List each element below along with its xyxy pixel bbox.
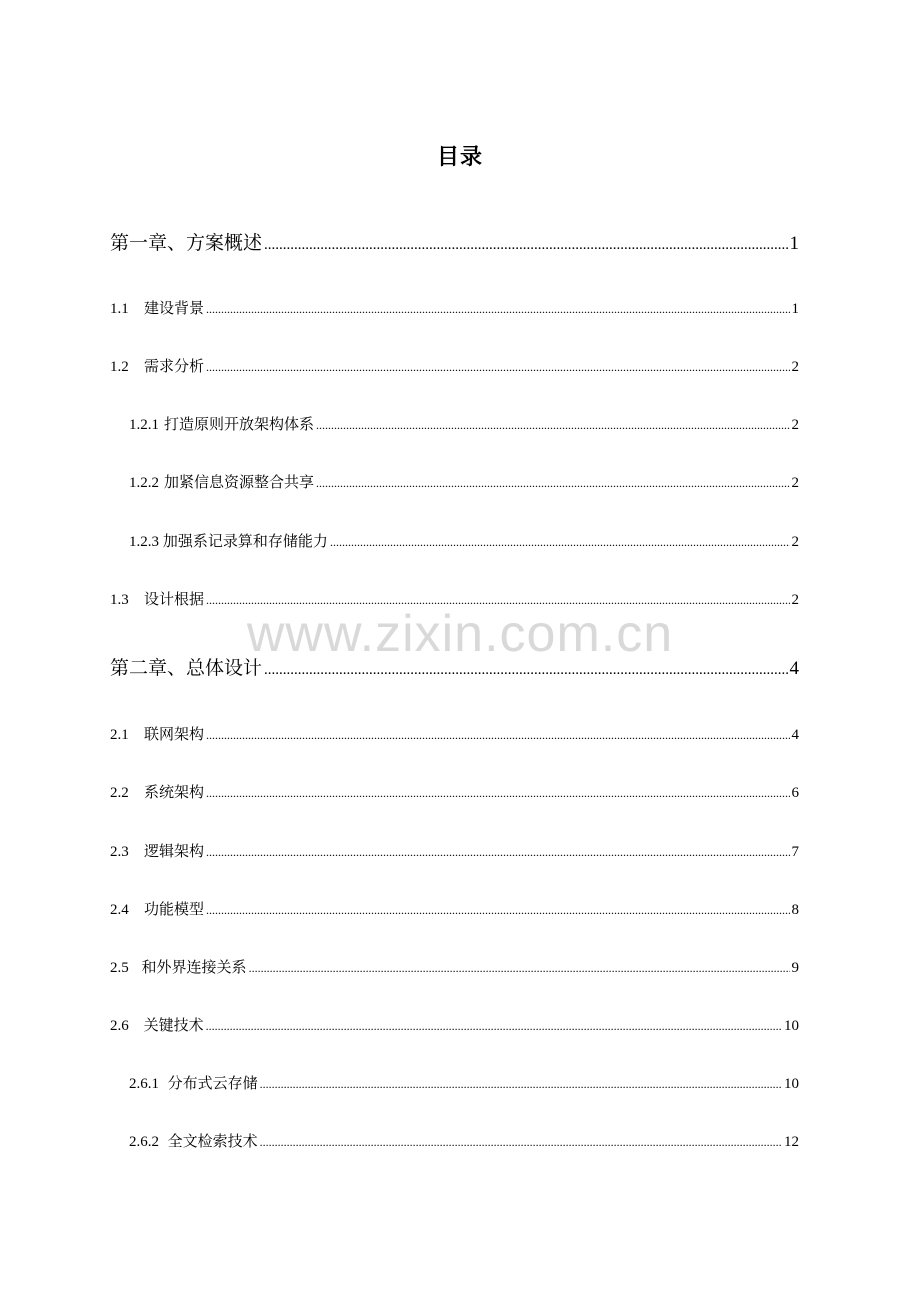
- toc-entry-page: 1: [791, 301, 799, 317]
- dot-leader: [206, 1011, 782, 1041]
- toc-entry-2-1[interactable]: [110, 719, 799, 749]
- dot-leader: [330, 527, 790, 557]
- toc-entry-number: 2.6.2: [129, 1134, 159, 1150]
- toc-entry-number: 2.6: [110, 1018, 129, 1034]
- toc-entry-title: 和外界连接关系: [141, 958, 247, 976]
- toc-entry-title: 功能模型: [144, 900, 205, 918]
- toc-entry-page: 2: [791, 592, 799, 608]
- dot-leader: [260, 1069, 782, 1099]
- toc-entry-page: 9: [791, 960, 799, 976]
- watermark: www.zixin.com.cn: [246, 605, 674, 663]
- toc-entry-number: 1.2.2: [129, 475, 159, 491]
- toc-entry-title: 建设背景: [144, 299, 205, 317]
- toc-entry-number: 2.4: [110, 902, 129, 918]
- toc-entry-number: 1.2.1: [129, 417, 159, 433]
- toc-entry-page: 10: [784, 1018, 799, 1034]
- toc-entry-1-2-1[interactable]: [129, 409, 799, 439]
- dot-leader: [206, 895, 789, 925]
- toc-entry-title: 分布式云存储: [167, 1074, 258, 1092]
- toc-entry-title: 总体设计: [186, 657, 263, 679]
- toc-entry-title: 打造原则开放架构体系: [163, 415, 314, 433]
- toc-entry-title: 系统架构: [144, 783, 205, 801]
- dot-leader: [316, 468, 790, 498]
- toc-entry-number: 2.1: [110, 727, 129, 743]
- dot-leader: [316, 410, 790, 440]
- toc-entry-number: 2.3: [110, 844, 129, 860]
- toc-entry-number: 第一章、: [110, 232, 187, 254]
- toc-entry-2-2[interactable]: [110, 777, 799, 807]
- toc-entry-page: 2: [791, 534, 799, 550]
- toc-entry-2-4[interactable]: [110, 894, 799, 924]
- toc-entry-2-5[interactable]: [110, 952, 799, 982]
- toc-entry-number: 2.6.1: [129, 1076, 159, 1092]
- page-title: 目录: [436, 145, 483, 170]
- dot-leader: [264, 230, 787, 260]
- dot-leader: [206, 294, 789, 324]
- toc-entry-number: 1.1: [110, 301, 129, 317]
- toc-entry-title: 需求分析: [144, 357, 205, 375]
- toc-entry-chapter-2[interactable]: [110, 653, 799, 683]
- dot-leader: [206, 585, 789, 615]
- toc-entry-page: 2: [791, 475, 799, 491]
- toc-entry-2-6-1[interactable]: [129, 1068, 799, 1098]
- dot-leader: [249, 953, 790, 983]
- toc-entry-number: 第二章、: [110, 657, 187, 679]
- toc-entry-2-6[interactable]: [110, 1010, 799, 1040]
- toc-entry-title: 加紧信息资源整合共享: [163, 473, 314, 491]
- toc-entry-title: 关键技术: [143, 1016, 204, 1034]
- toc-entry-title: 方案概述: [186, 232, 263, 254]
- toc-entry-title: 设计根据: [144, 590, 205, 608]
- toc-entry-number: 1.3: [110, 592, 129, 608]
- toc-entry-page: 12: [784, 1134, 799, 1150]
- dot-leader: [260, 1127, 782, 1157]
- toc-entry-1-3[interactable]: [110, 584, 799, 614]
- toc-entry-page: 1: [789, 233, 799, 254]
- toc-entry-number: 2.2: [110, 785, 129, 801]
- toc-entry-number: 2.5: [110, 960, 129, 976]
- toc-entry-title: 全文检索技术: [167, 1132, 258, 1150]
- dot-leader: [206, 837, 789, 867]
- toc-entry-chapter-1[interactable]: [110, 228, 799, 258]
- toc-entry-page: 4: [791, 727, 799, 743]
- dot-leader: [206, 352, 789, 382]
- toc-entry-title: 逻辑架构: [144, 842, 205, 860]
- toc-entry-2-3[interactable]: [110, 836, 799, 866]
- toc-entry-1-1[interactable]: [110, 293, 799, 323]
- toc-entry-number: 1.2.3: [129, 534, 159, 550]
- toc-entry-page: 2: [791, 417, 799, 433]
- toc-entry-1-2-3[interactable]: [129, 526, 799, 556]
- toc-entry-number: 1.2: [110, 359, 129, 375]
- toc-entry-page: 4: [789, 658, 799, 679]
- dot-leader: [206, 778, 789, 808]
- toc-entry-title: 加强系记录算和存储能力: [162, 532, 328, 550]
- dot-leader: [206, 720, 789, 750]
- toc-entry-page: 7: [791, 844, 799, 860]
- toc-entry-page: 6: [791, 785, 799, 801]
- toc-entry-page: 2: [791, 359, 799, 375]
- toc-entry-1-2-2[interactable]: [129, 467, 799, 497]
- toc-entry-1-2[interactable]: [110, 351, 799, 381]
- toc-entry-2-6-2[interactable]: [129, 1126, 799, 1156]
- dot-leader: [264, 655, 787, 685]
- toc-entry-page: 10: [784, 1076, 799, 1092]
- toc-entry-title: 联网架构: [144, 725, 205, 743]
- toc-entry-page: 8: [791, 902, 799, 918]
